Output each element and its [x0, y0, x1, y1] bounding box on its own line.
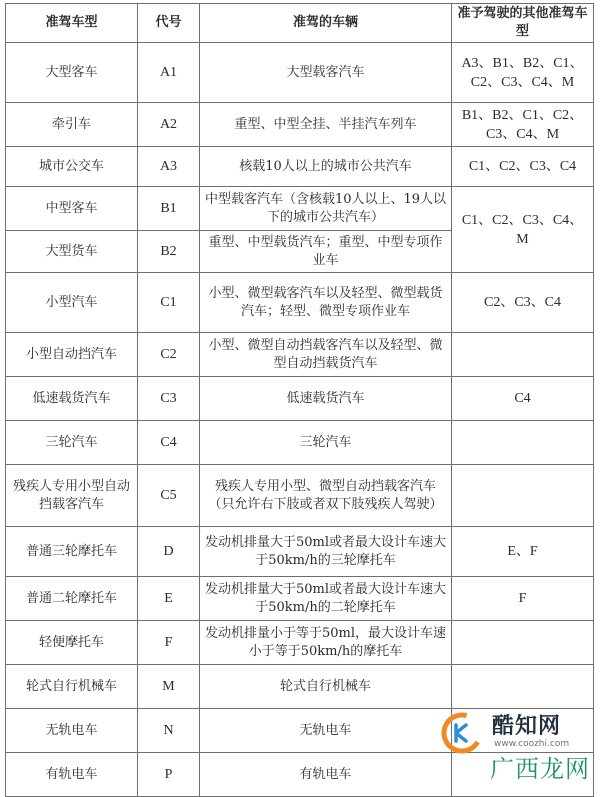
cell-other: C2、C3、C4 — [452, 273, 594, 333]
cell-other — [452, 421, 594, 465]
cell-vehicles: 无轨电车 — [200, 709, 452, 753]
cell-code: D — [138, 527, 200, 577]
table-row — [6, 577, 594, 621]
cell-vehicles: 轮式自行机械车 — [200, 665, 452, 709]
cell-other — [452, 465, 594, 527]
cell-code: A3 — [138, 147, 200, 187]
cell-type: 无轨电车 — [6, 709, 138, 753]
cell-type: 轻便摩托车 — [6, 621, 138, 665]
cell-other: C1、C2、C3、C4 — [452, 147, 594, 187]
table-row — [6, 527, 594, 577]
cell-code: C4 — [138, 421, 200, 465]
cell-other — [452, 333, 594, 377]
table-row — [6, 333, 594, 377]
cell-vehicles: 核载10人以上的城市公共汽车 — [200, 147, 452, 187]
cell-vehicles: 残疾人专用小型、微型自动挡载客汽车（只允许右下肢或者双下肢残疾人驾驶） — [200, 465, 452, 527]
header-type: 准驾车型 — [6, 4, 138, 43]
cell-other — [452, 665, 594, 709]
cell-code: A1 — [138, 43, 200, 103]
cell-type: 小型自动挡汽车 — [6, 333, 138, 377]
table-row — [6, 147, 594, 187]
cell-type: 大型客车 — [6, 43, 138, 103]
table-row — [6, 421, 594, 465]
table-row — [6, 43, 594, 103]
cell-code: C2 — [138, 333, 200, 377]
cell-type: 城市公交车 — [6, 147, 138, 187]
cell-code: F — [138, 621, 200, 665]
cell-code: C3 — [138, 377, 200, 421]
cell-other — [452, 621, 594, 665]
cell-vehicles: 大型载客汽车 — [200, 43, 452, 103]
watermark-name: 酷知网 — [492, 714, 562, 739]
coozhi-logo-icon — [440, 709, 486, 755]
cell-type: 普通二轮摩托车 — [6, 577, 138, 621]
cell-code: C5 — [138, 465, 200, 527]
cell-type: 低速载货汽车 — [6, 377, 138, 421]
table-row — [6, 621, 594, 665]
cell-vehicles: 低速载货汽车 — [200, 377, 452, 421]
cell-other: B1、B2、C1、C2、C3、C4、M — [452, 103, 594, 147]
cell-other: A3、B1、B2、C1、C2、C3、C4、M — [452, 43, 594, 103]
table-row — [6, 377, 594, 421]
cell-vehicles: 有轨电车 — [200, 753, 452, 797]
table-row — [6, 665, 594, 709]
table-row — [6, 465, 594, 527]
cell-vehicles: 三轮汽车 — [200, 421, 452, 465]
table-row — [6, 273, 594, 333]
table-row — [6, 187, 594, 231]
cell-vehicles: 中型载客汽车（含核载10人以上、19人以下的城市公共汽车） — [200, 187, 452, 231]
header-code: 代号 — [138, 4, 200, 43]
cell-vehicles: 重型、中型全挂、半挂汽车列车 — [200, 103, 452, 147]
cell-code: N — [138, 709, 200, 753]
cell-type: 大型货车 — [6, 231, 138, 273]
watermark — [440, 707, 590, 783]
cell-code: A2 — [138, 103, 200, 147]
cell-other: C4 — [452, 377, 594, 421]
cell-code: M — [138, 665, 200, 709]
cell-type: 小型汽车 — [6, 273, 138, 333]
cell-type: 普通三轮摩托车 — [6, 527, 138, 577]
cell-type: 有轨电车 — [6, 753, 138, 797]
cell-type: 中型客车 — [6, 187, 138, 231]
header-other: 准予驾驶的其他准驾车型 — [452, 4, 594, 43]
cell-vehicles: 发动机排量大于50ml或者最大设计车速大于50km/h的二轮摩托车 — [200, 577, 452, 621]
cell-vehicles: 发动机排量小于等于50ml，最大设计车速小于等于50km/h的摩托车 — [200, 621, 452, 665]
table-header-row — [6, 4, 594, 43]
cell-vehicles: 小型、微型载客汽车以及轻型、微型载货汽车；轻型、微型专项作业车 — [200, 273, 452, 333]
cell-code: C1 — [138, 273, 200, 333]
cell-type: 牵引车 — [6, 103, 138, 147]
cell-vehicles: 重型、中型载货汽车；重型、中型专项作业车 — [200, 231, 452, 273]
cell-vehicles: 发动机排量大于50ml或者最大设计车速大于50km/h的三轮摩托车 — [200, 527, 452, 577]
cell-code: P — [138, 753, 200, 797]
cell-other: E、F — [452, 527, 594, 577]
driving-license-class-table — [5, 3, 594, 797]
header-vehicles: 准驾的车辆 — [200, 4, 452, 43]
watermark-site: 广西龙网 — [490, 755, 590, 783]
cell-type: 残疾人专用小型自动挡载客汽车 — [6, 465, 138, 527]
cell-vehicles: 小型、微型自动挡载客汽车以及轻型、微型自动挡载货汽车 — [200, 333, 452, 377]
cell-code: B2 — [138, 231, 200, 273]
cell-type: 轮式自行机械车 — [6, 665, 138, 709]
cell-other: F — [452, 577, 594, 621]
watermark-url: www.coozhi.com — [494, 739, 570, 749]
table-row — [6, 103, 594, 147]
cell-type: 三轮汽车 — [6, 421, 138, 465]
cell-code: B1 — [138, 187, 200, 231]
cell-other: C1、C2、C3、C4、M — [452, 187, 594, 273]
cell-code: E — [138, 577, 200, 621]
